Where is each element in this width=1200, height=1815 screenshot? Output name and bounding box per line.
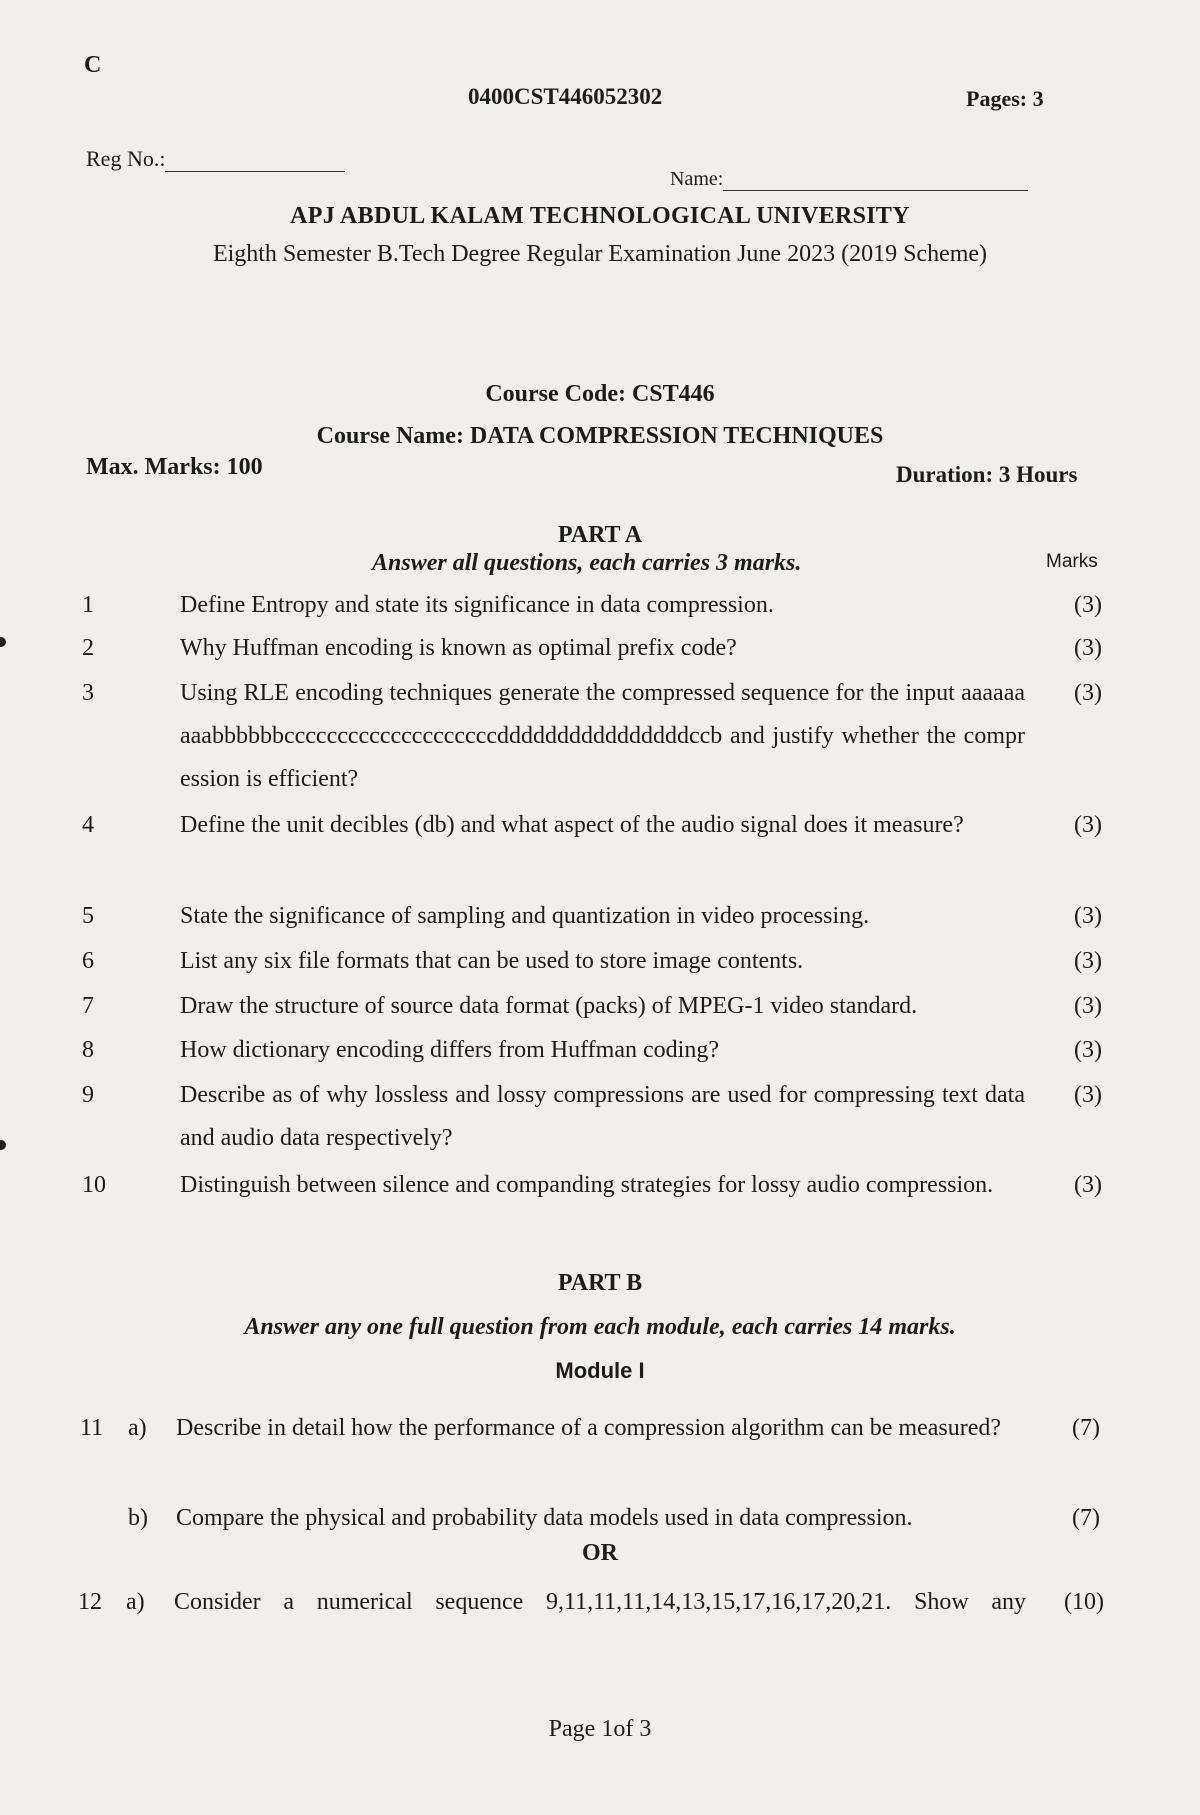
question-12a <box>78 1580 1104 1625</box>
question-number: 4 <box>82 812 94 838</box>
question-marks: (7) <box>1072 1505 1100 1531</box>
question-number: 7 <box>82 993 94 1019</box>
question-text: Why Huffman encoding is known as optimal prefix code? <box>180 635 737 661</box>
page-count: Pages: 3 <box>966 86 1044 111</box>
part-a-title: PART A <box>557 522 643 548</box>
question-marks: (3) <box>1074 1172 1102 1198</box>
question-8 <box>82 1029 1102 1072</box>
question-number: 10 <box>82 1172 106 1198</box>
question-number: 6 <box>82 948 94 974</box>
sub-question-label: a) <box>126 1589 145 1615</box>
marks-header: Marks <box>1046 551 1098 572</box>
question-number: 1 <box>82 592 94 618</box>
name-blank <box>723 170 1028 191</box>
question-number: 2 <box>82 635 94 661</box>
or-separator: OR <box>582 1540 618 1566</box>
question-text: Describe as of why lossless and lossy compressions are used for compressing text data and audio data respectively? <box>180 1082 1025 1151</box>
question-number: 3 <box>82 680 94 706</box>
question-marks: (3) <box>1074 903 1102 929</box>
question-marks: (3) <box>1074 592 1102 618</box>
exam-title: Eighth Semester B.Tech Degree Regular Examination June 2023 (2019 Scheme) <box>212 241 988 267</box>
question-text: Distinguish between silence and companding strategies for lossy audio compression. <box>180 1172 994 1198</box>
name-field <box>670 168 1028 191</box>
reg-no-field <box>86 146 345 172</box>
module-title: Module I <box>555 1358 645 1383</box>
question-number: 8 <box>82 1037 94 1063</box>
max-marks: Max. Marks: 100 <box>86 454 263 480</box>
question-marks: (3) <box>1074 993 1102 1019</box>
question-text: Consider a numerical sequence 9,11,11,11,14,13,15,17,16,17,20,21. Show any <box>174 1589 1026 1615</box>
question-marks: (3) <box>1074 635 1102 661</box>
question-10 <box>82 1164 1102 1252</box>
question-marks: (7) <box>1072 1415 1100 1441</box>
page-footer: Page 1of 3 <box>548 1716 652 1742</box>
binding-hole <box>0 1140 6 1150</box>
course-name: Course Name: DATA COMPRESSION TECHNIQUES <box>316 423 884 449</box>
question-marks: (3) <box>1074 812 1102 838</box>
part-b-instruction: Answer any one full question from each module, each carries 14 marks. <box>244 1314 956 1340</box>
question-marks: (3) <box>1074 1082 1102 1108</box>
question-marks: (10) <box>1064 1589 1104 1615</box>
question-7 <box>82 985 1102 1028</box>
question-marks: (3) <box>1074 680 1102 706</box>
binding-hole <box>0 637 6 647</box>
question-text: Define the unit decibles (db) and what aspect of the audio signal does it measure? <box>180 812 964 838</box>
question-marks: (3) <box>1074 948 1102 974</box>
question-9 <box>82 1074 1102 1162</box>
paper-code: 0400CST446052302 <box>468 84 663 109</box>
question-3 <box>82 672 1102 802</box>
question-2 <box>82 627 1102 670</box>
set-letter: C <box>84 52 102 78</box>
part-b-title: PART B <box>557 1270 643 1296</box>
question-text: How dictionary encoding differs from Huffman coding? <box>180 1037 719 1063</box>
question-number: 12 <box>78 1589 102 1615</box>
question-4 <box>82 804 1102 892</box>
question-text: State the significance of sampling and quantization in video processing. <box>180 903 870 929</box>
question-text: Draw the structure of source data format (packs) of MPEG-1 video standard. <box>180 993 918 1019</box>
question-text: Using RLE encoding techniques generate the compressed sequence for the input aaaaaaaaabbbbbbccccccccccccccccccccddddddddddddddddccb and justify whether the compression is efficient? <box>180 680 1025 792</box>
question-text: Define Entropy and state its significance in data compression. <box>180 592 774 618</box>
duration: Duration: 3 Hours <box>896 462 1078 487</box>
question-marks: (3) <box>1074 1037 1102 1063</box>
reg-no-label: Reg No.: <box>86 146 166 171</box>
sub-question-label: b) <box>128 1505 148 1531</box>
question-number: 11 <box>80 1415 104 1441</box>
question-text: Describe in detail how the performance of a compression algorithm can be measured? <box>176 1415 1002 1441</box>
course-code: Course Code: CST446 <box>485 381 715 407</box>
name-label: Name: <box>670 168 724 190</box>
question-1 <box>82 584 1102 627</box>
question-11b <box>80 1496 1100 1541</box>
reg-no-blank <box>165 149 345 172</box>
part-a-instruction: Answer all questions, each carries 3 marks. <box>372 550 802 576</box>
question-number: 9 <box>82 1082 94 1108</box>
question-number: 5 <box>82 903 94 929</box>
university-name: APJ ABDUL KALAM TECHNOLOGICAL UNIVERSITY <box>290 203 910 229</box>
question-text: Compare the physical and probability data models used in data compression. <box>176 1505 913 1531</box>
question-5 <box>82 895 1102 938</box>
question-6 <box>82 940 1102 983</box>
sub-question-label: a) <box>128 1415 147 1441</box>
question-11a <box>80 1406 1100 1496</box>
question-text: List any six file formats that can be used to store image contents. <box>180 948 804 974</box>
